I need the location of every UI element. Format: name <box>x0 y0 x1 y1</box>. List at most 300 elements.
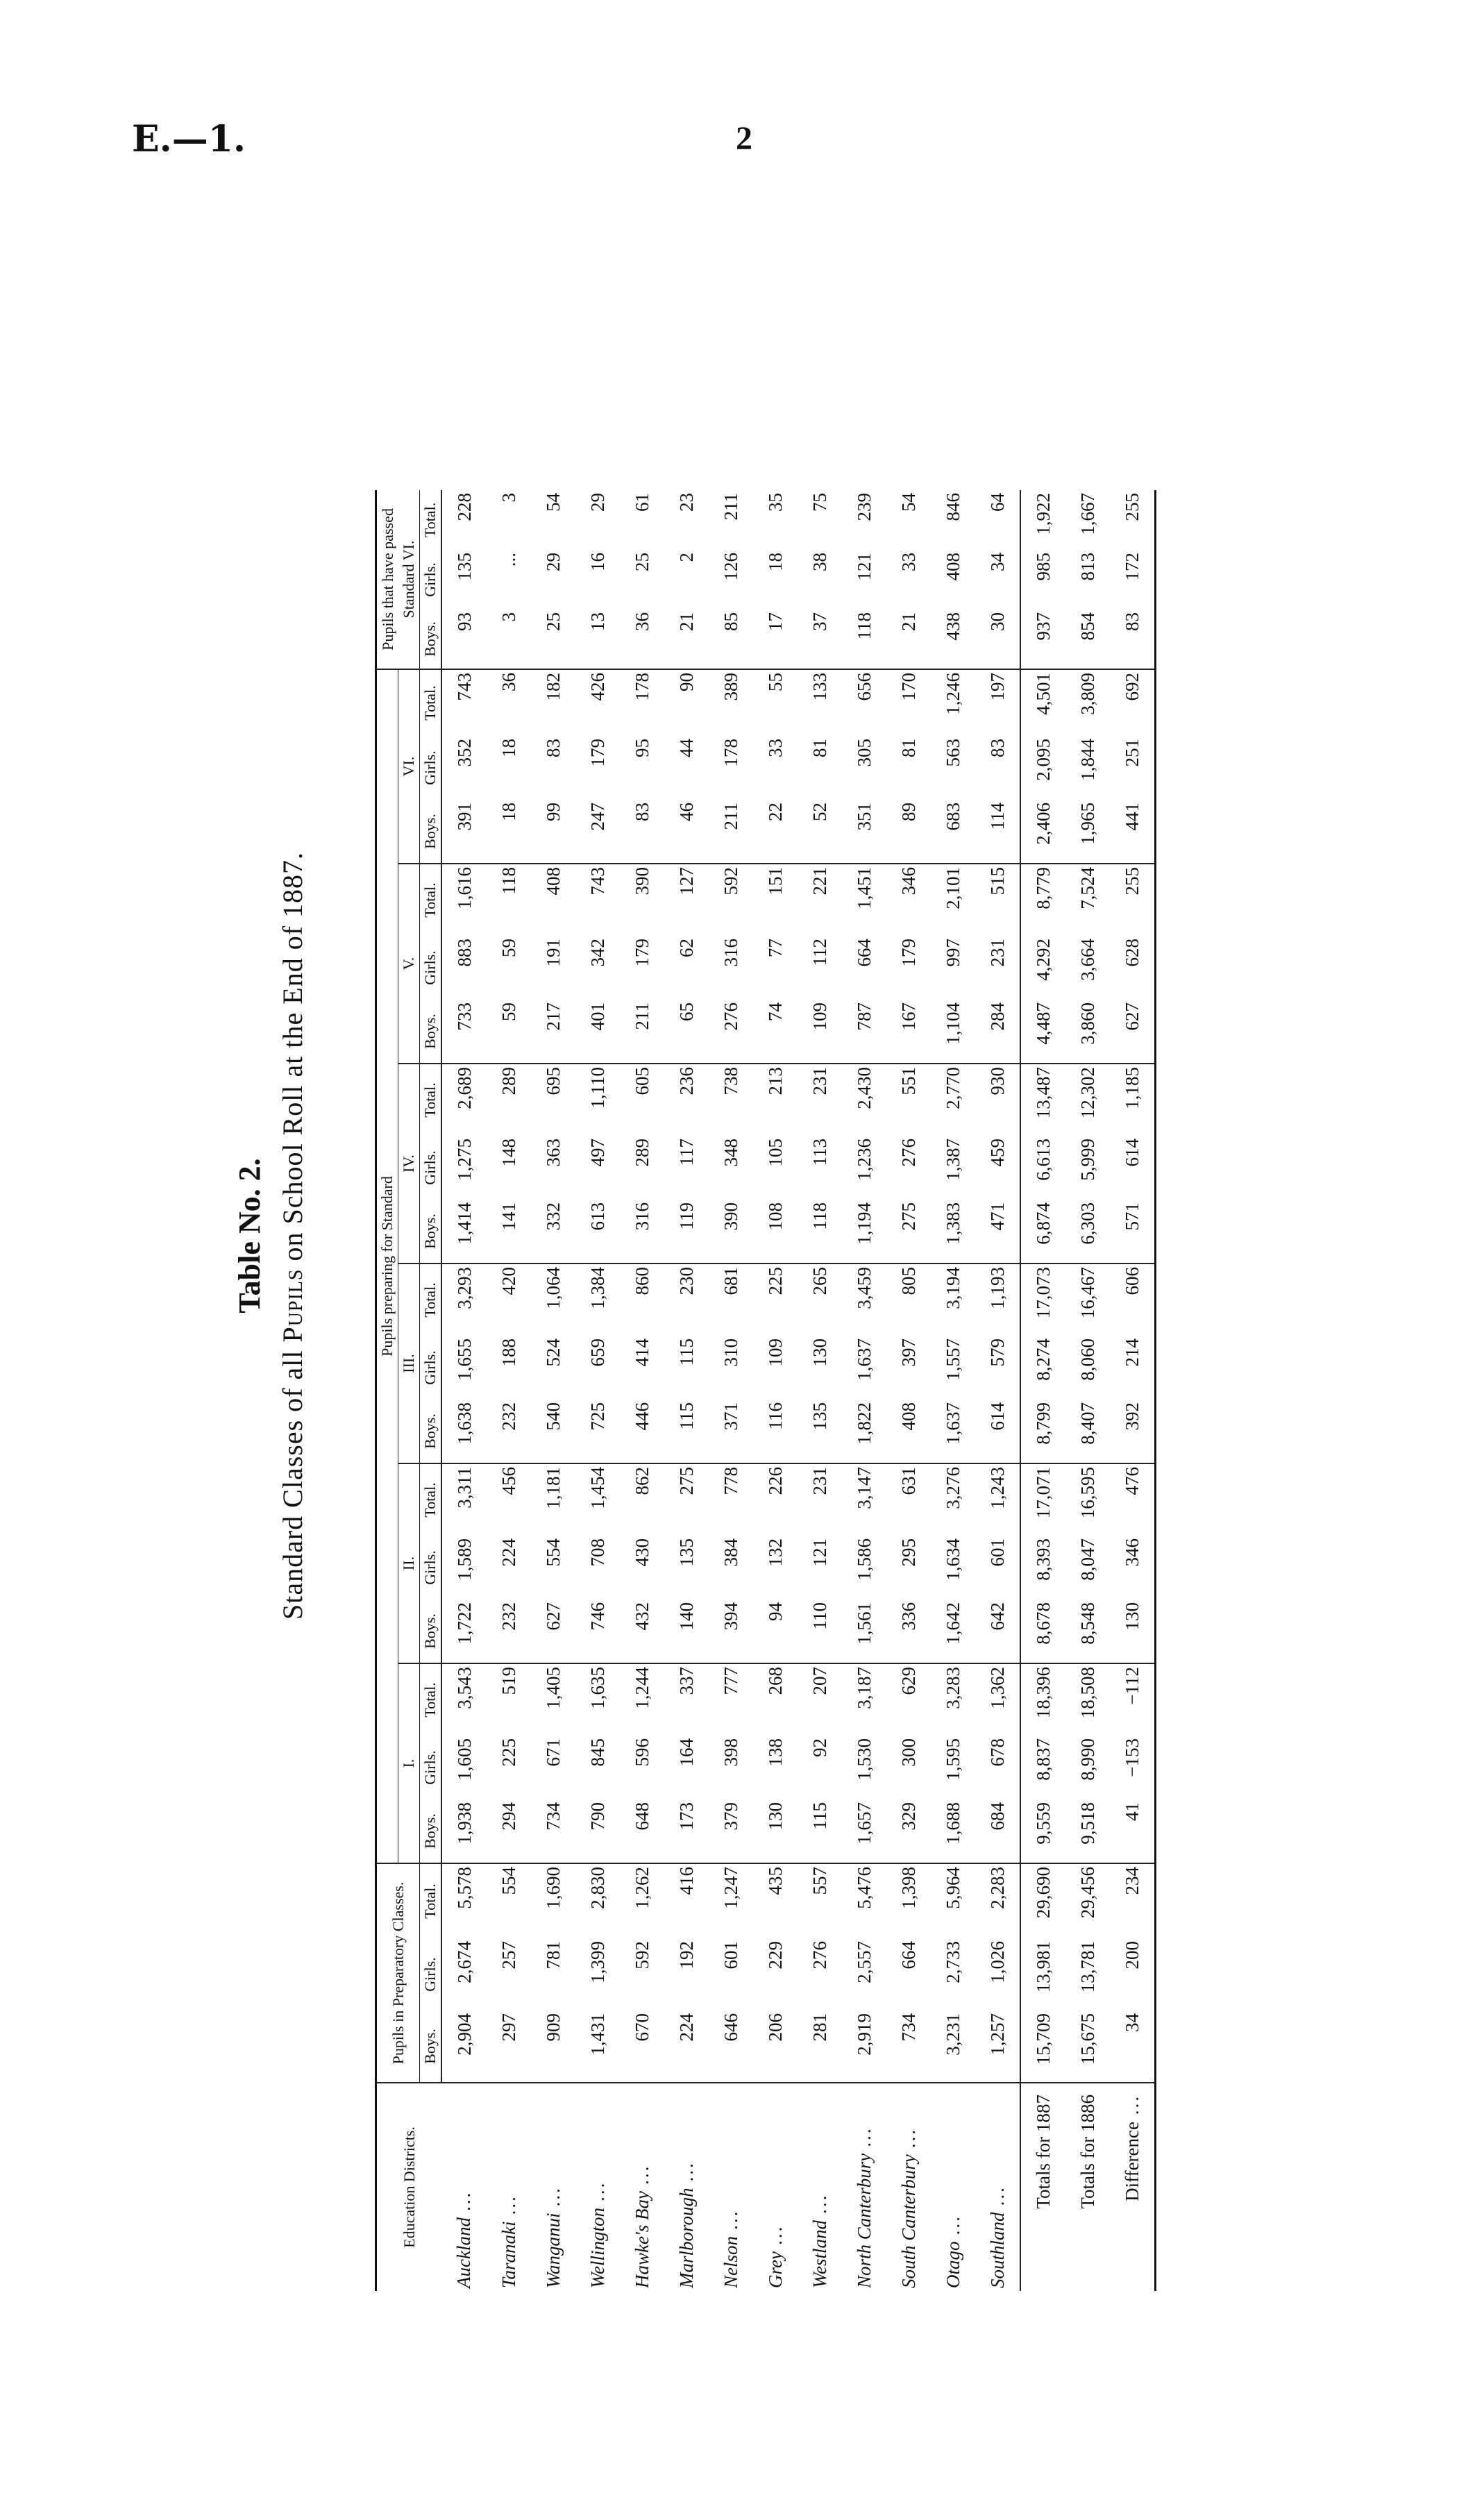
cell-value: 416 <box>664 1863 709 1938</box>
cell-value: 114 <box>986 803 1008 830</box>
table-row <box>531 490 575 2291</box>
cell-value: 8,047 <box>1077 1538 1098 1581</box>
cell-value: 276 <box>720 1002 741 1031</box>
cell-value: 29 <box>542 553 564 571</box>
cell-value: 846 <box>942 493 963 521</box>
cell-value: 232 <box>498 1602 519 1631</box>
cell-value: 284 <box>986 1002 1008 1031</box>
cell-value: 9,518 <box>1077 1802 1098 1845</box>
cell-value: 294 <box>498 1802 519 1831</box>
cell-value: 34 <box>986 553 1008 571</box>
district-name <box>931 2083 975 2291</box>
cell-value: 551 <box>886 1064 931 1136</box>
cell-value: 743 <box>441 669 487 736</box>
cell-value: 860 <box>620 1264 664 1336</box>
cell-value: 1,557 <box>942 1338 963 1381</box>
cell-value: 3,194 <box>931 1264 975 1336</box>
cell-value: 1,690 <box>531 1863 575 1938</box>
subtitle-smallcaps: Pupils <box>277 1268 308 1343</box>
cell-value: 692 <box>1110 669 1156 736</box>
cell-value: 1,844 <box>1077 739 1098 781</box>
cell-value: 778 <box>709 1463 753 1536</box>
cell-value: 3,664 <box>1077 939 1098 981</box>
cell-value: 23 <box>675 493 697 512</box>
cell-value: 4,487 <box>1020 1000 1065 1064</box>
cell-value: 1,193 <box>975 1264 1020 1336</box>
cell-value: 1,110 <box>575 1064 620 1136</box>
cell-value: 2,406 <box>1020 800 1065 864</box>
cell-value: 9,559 <box>1020 1799 1065 1863</box>
cell-value: 81 <box>897 739 919 757</box>
cell-value: 13 <box>587 612 608 631</box>
district-label: Grey <box>764 2251 786 2288</box>
cell-value: 15,709 <box>1020 2011 1065 2083</box>
subheader-girls: Girls. <box>420 1938 442 2011</box>
cell-value: −112 <box>1110 1663 1156 1736</box>
cell-value: 130 <box>809 1338 830 1367</box>
cell-value: 1,244 <box>620 1663 664 1736</box>
cell-value: 476 <box>1110 1463 1156 1536</box>
cell-value: 426 <box>575 669 620 736</box>
cell-value: 221 <box>798 864 842 936</box>
cell-value: 167 <box>897 1002 919 1031</box>
cell-value: 148 <box>498 1139 519 1167</box>
cell-value: 15,675 <box>1077 2013 1098 2065</box>
cell-value: 1,530 <box>853 1738 875 1781</box>
table-row <box>1020 490 1065 2291</box>
cell-value: 909 <box>542 2013 564 2042</box>
cell-value: 363 <box>542 1139 564 1167</box>
table-row <box>975 490 1020 2291</box>
cell-value: 8,274 <box>1020 1336 1065 1400</box>
cell-value: 126 <box>720 553 741 581</box>
cell-value: 115 <box>809 1802 830 1830</box>
subheader-total: Total. <box>420 1064 442 1136</box>
cell-value: 276 <box>897 1139 919 1167</box>
table-row <box>575 490 620 2291</box>
cell-value: 656 <box>842 669 886 736</box>
cell-value: 268 <box>753 1663 798 1736</box>
header-standard-iv: IV. <box>398 1064 420 1264</box>
cell-value: 200 <box>1110 1938 1156 2011</box>
cell-value: 394 <box>720 1602 741 1631</box>
cell-value: 247 <box>587 803 608 831</box>
cell-value: 33 <box>897 553 919 571</box>
cell-value: 5,476 <box>842 1863 886 1938</box>
cell-value: 725 <box>587 1402 608 1431</box>
cell-value: 83 <box>986 739 1008 757</box>
cell-value: 681 <box>709 1264 753 1336</box>
cell-value: 224 <box>498 1538 519 1567</box>
cell-value: 664 <box>853 939 875 967</box>
header-standard-i: I. <box>398 1663 420 1863</box>
cell-value: 119 <box>675 1202 697 1230</box>
header-standard-group: Pupils preparing for Standard <box>376 669 398 1863</box>
cell-value: 138 <box>764 1738 786 1767</box>
cell-value: 34 <box>1110 2011 1156 2083</box>
cell-value: 579 <box>986 1338 1008 1367</box>
leader-dots: ... <box>453 2190 474 2218</box>
cell-value: 777 <box>709 1663 753 1736</box>
cell-value: 734 <box>897 2013 919 2042</box>
cell-value: 392 <box>1110 1400 1156 1463</box>
cell-value: 1,431 <box>587 2013 608 2056</box>
cell-value: 239 <box>853 493 875 521</box>
cell-value: 671 <box>542 1738 564 1767</box>
cell-value: 1,194 <box>853 1202 875 1245</box>
district-name <box>975 2083 1020 2291</box>
cell-value: 1,634 <box>942 1538 963 1581</box>
cell-value: 401 <box>587 1002 608 1031</box>
cell-value: 332 <box>542 1202 564 1231</box>
cell-value: 191 <box>542 939 564 967</box>
cell-value: 13,487 <box>1020 1064 1065 1136</box>
cell-value: 5,964 <box>931 1863 975 1938</box>
cell-value: 854 <box>1077 612 1098 641</box>
cell-value: 197 <box>975 669 1020 736</box>
cell-value: 118 <box>853 612 875 640</box>
cell-value: 178 <box>620 669 664 736</box>
subheader-boys: Boys. <box>420 2011 442 2083</box>
cell-value: 1,688 <box>942 1802 963 1845</box>
cell-value: 164 <box>675 1738 697 1767</box>
document-code: E.—1. <box>132 118 246 160</box>
cell-value: 95 <box>631 739 652 757</box>
table-subtitle <box>272 181 314 2291</box>
cell-value: 228 <box>453 493 475 521</box>
cell-value: 132 <box>764 1538 786 1567</box>
cell-value: 1,655 <box>453 1338 475 1381</box>
header-districts: Education Districts. <box>376 2083 442 2291</box>
subheader-boys: Boys. <box>420 610 442 669</box>
table-row <box>441 490 487 2291</box>
cell-value: 390 <box>620 864 664 936</box>
district-label: South Canterbury <box>897 2154 919 2288</box>
cell-value: 1,822 <box>853 1402 875 1445</box>
cell-value: 414 <box>631 1338 652 1367</box>
cell-value: 883 <box>453 939 475 967</box>
table-row <box>620 490 664 2291</box>
cell-value: 601 <box>720 1941 741 1970</box>
cell-value: 289 <box>631 1139 652 1167</box>
cell-value: 2,101 <box>931 864 975 936</box>
cell-value: 8,407 <box>1077 1402 1098 1445</box>
cell-value: 8,060 <box>1077 1338 1098 1381</box>
table-title: Table No. 2. <box>233 1158 267 1313</box>
table-row <box>709 490 753 2291</box>
cell-value: 18,508 <box>1065 1663 1110 1736</box>
cell-value: 1,451 <box>842 864 886 936</box>
subheader-boys: Boys. <box>420 1000 442 1064</box>
cell-value: 390 <box>720 1202 741 1231</box>
cell-value: 182 <box>531 669 575 736</box>
cell-value: 3,147 <box>842 1463 886 1536</box>
cell-value: 1,595 <box>942 1738 963 1781</box>
cell-value: 1,384 <box>575 1264 620 1336</box>
header-standard-v: V. <box>398 864 420 1064</box>
cell-value: 118 <box>487 864 531 936</box>
cell-value: 127 <box>664 864 709 936</box>
cell-value: 1,938 <box>453 1802 475 1845</box>
district-name <box>798 2083 842 2291</box>
subheader-total: Total. <box>420 669 442 736</box>
cell-value: 188 <box>498 1338 519 1367</box>
cell-value: 2,904 <box>453 2013 475 2056</box>
cell-value: 41 <box>1110 1799 1156 1863</box>
leader-dots: ... <box>498 2194 519 2222</box>
subheader-boys: Boys. <box>420 1200 442 1264</box>
cell-value: 93 <box>453 612 475 631</box>
cell-value: 664 <box>897 1941 919 1970</box>
cell-value: 105 <box>764 1139 786 1167</box>
district-name <box>886 2083 931 2291</box>
cell-value: 81 <box>809 739 830 757</box>
cell-value: 16,595 <box>1065 1463 1110 1536</box>
cell-value: 275 <box>897 1202 919 1231</box>
cell-value: 229 <box>764 1941 786 1970</box>
cell-value: 92 <box>809 1738 830 1757</box>
district-name <box>575 2083 620 2291</box>
subheader-total: Total. <box>420 1663 442 1736</box>
cell-value: 2,430 <box>842 1064 886 1136</box>
cell-value: 1,247 <box>709 1863 753 1938</box>
cell-value: 2,919 <box>853 2013 875 2056</box>
cell-value: 695 <box>531 1064 575 1136</box>
cell-value: 13,781 <box>1077 1941 1098 1993</box>
cell-value: 230 <box>664 1264 709 1336</box>
cell-value: 55 <box>753 669 798 736</box>
subheader-row <box>420 490 442 2291</box>
cell-value: 408 <box>942 553 963 581</box>
subheader-total: Total. <box>420 1264 442 1336</box>
cell-value: 74 <box>764 1002 786 1021</box>
cell-value: 179 <box>631 939 652 967</box>
cell-value: 1,657 <box>853 1802 875 1845</box>
table-row <box>1065 490 1110 2291</box>
cell-value: 251 <box>1110 736 1156 800</box>
cell-value: 2,557 <box>853 1941 875 1983</box>
cell-value: 12,302 <box>1065 1064 1110 1136</box>
cell-value: 75 <box>809 493 830 512</box>
cell-value: 627 <box>1110 1000 1156 1064</box>
cell-value: 398 <box>720 1738 741 1767</box>
cell-value: 316 <box>631 1202 652 1231</box>
cell-value: 109 <box>764 1338 786 1367</box>
district-label: Southland <box>986 2212 1008 2288</box>
cell-value: 18 <box>764 553 786 571</box>
cell-value: 391 <box>453 803 475 831</box>
cell-value: 1,399 <box>587 1941 608 1983</box>
cell-value: 83 <box>1110 610 1156 669</box>
cell-value: 1,262 <box>620 1863 664 1938</box>
cell-value: 115 <box>675 1338 697 1366</box>
cell-value: 6,613 <box>1020 1136 1065 1200</box>
cell-value: 6,874 <box>1020 1200 1065 1264</box>
cell-value: 206 <box>764 2013 786 2042</box>
table-row <box>664 490 709 2291</box>
district-name <box>1020 2083 1065 2291</box>
table-row <box>487 490 531 2291</box>
cell-value: 346 <box>1110 1536 1156 1600</box>
subheader-total: Total. <box>420 490 442 550</box>
district-label: Nelson <box>720 2235 741 2288</box>
cell-value: 211 <box>720 803 741 830</box>
cell-value: 211 <box>631 1002 652 1030</box>
cell-value: 178 <box>720 739 741 767</box>
cell-value: 2,733 <box>942 1941 963 1983</box>
subheader-total: Total. <box>420 1863 442 1938</box>
cell-value: 173 <box>675 1802 697 1831</box>
cell-value: 389 <box>709 669 753 736</box>
district-label: Marlborough <box>675 2188 697 2288</box>
cell-value: 596 <box>631 1738 652 1767</box>
cell-value: 563 <box>942 739 963 767</box>
cell-value: 8,837 <box>1020 1736 1065 1799</box>
cell-value: 1,586 <box>853 1538 875 1581</box>
cell-value: 3,459 <box>842 1264 886 1336</box>
cell-value: 5,999 <box>1077 1139 1098 1181</box>
leader-dots: ... <box>675 2160 697 2188</box>
subheader-girls: Girls. <box>420 1736 442 1799</box>
cell-value: 5,578 <box>441 1863 487 1938</box>
district-label: Hawke's Bay <box>631 2191 652 2288</box>
district-name <box>664 2083 709 2291</box>
leader-dots: ... <box>587 2180 608 2208</box>
table-row <box>798 490 842 2291</box>
cell-value: 606 <box>1110 1264 1156 1336</box>
cell-value: 231 <box>798 1064 842 1136</box>
cell-value: 420 <box>487 1264 531 1336</box>
cell-value: 397 <box>897 1338 919 1367</box>
cell-value: 738 <box>709 1064 753 1136</box>
leader-dots: ... <box>1121 2095 1142 2122</box>
cell-value: 1,642 <box>942 1602 963 1645</box>
cell-value: 435 <box>753 1863 798 1938</box>
cell-value: 8,799 <box>1020 1400 1065 1463</box>
subheader-girls: Girls. <box>420 936 442 1000</box>
cell-value: 276 <box>809 1941 830 1970</box>
subheader-girls: Girls. <box>420 736 442 800</box>
cell-value: 62 <box>675 939 697 957</box>
cell-value: 316 <box>720 939 741 967</box>
cell-value: 64 <box>986 493 1008 512</box>
district-label: Otago <box>942 2241 963 2288</box>
district-name <box>441 2083 487 2291</box>
cell-value: 59 <box>498 939 519 957</box>
cell-value: 1,246 <box>931 669 975 736</box>
header-preparatory: Pupils in Preparatory Classes. <box>376 1863 420 2083</box>
cell-value: 1,064 <box>531 1264 575 1336</box>
cell-value: 813 <box>1077 553 1098 581</box>
cell-value: 172 <box>1110 550 1156 610</box>
cell-value: 3,809 <box>1065 669 1110 736</box>
cell-value: 2,674 <box>453 1941 475 1983</box>
table-body <box>441 490 1156 2291</box>
cell-value: 592 <box>631 1941 652 1970</box>
cell-value: 684 <box>986 1802 1008 1831</box>
cell-value: 3,283 <box>931 1663 975 1736</box>
district-label: Totals for 1887 <box>1032 2095 1054 2209</box>
cell-value: 441 <box>1110 800 1156 864</box>
cell-value: 342 <box>587 939 608 967</box>
cell-value: 17,073 <box>1020 1264 1065 1336</box>
cell-value: 281 <box>809 2013 830 2042</box>
subheader-boys: Boys. <box>420 1799 442 1863</box>
cell-value: 557 <box>798 1863 842 1938</box>
cell-value: 3,231 <box>942 2013 963 2056</box>
cell-value: 371 <box>720 1402 741 1431</box>
cell-value: 3,311 <box>441 1463 487 1536</box>
district-name <box>709 2083 753 2291</box>
cell-value: 8,548 <box>1077 1602 1098 1645</box>
cell-value: 310 <box>720 1338 741 1367</box>
cell-value: 1,243 <box>975 1463 1020 1536</box>
cell-value: 17,071 <box>1020 1463 1065 1536</box>
cell-value: 6,303 <box>1077 1202 1098 1245</box>
cell-value: 997 <box>942 939 963 967</box>
cell-value: 329 <box>897 1802 919 1831</box>
cell-value: 135 <box>675 1538 697 1567</box>
cell-value: 4,501 <box>1020 669 1065 736</box>
leader-dots: ... <box>942 2214 963 2242</box>
subtitle-post: on School Roll at the End of 1887. <box>277 851 308 1269</box>
subheader-boys: Boys. <box>420 800 442 864</box>
cell-value: 1,185 <box>1110 1064 1156 1136</box>
cell-value: 54 <box>897 493 919 512</box>
cell-value: 540 <box>542 1402 564 1431</box>
cell-value: 54 <box>542 493 564 512</box>
cell-value: 2,283 <box>975 1863 1020 1938</box>
cell-value: 678 <box>986 1738 1008 1767</box>
cell-value: 1,638 <box>453 1402 475 1445</box>
cell-value: 21 <box>675 612 697 631</box>
cell-value: 519 <box>487 1663 531 1736</box>
cell-value: 18 <box>498 739 519 757</box>
cell-value: 36 <box>631 612 652 631</box>
cell-value: 1,667 <box>1077 493 1098 535</box>
cell-value: 631 <box>886 1463 931 1536</box>
cell-value: 83 <box>631 803 652 821</box>
cell-value: 13,981 <box>1020 1938 1065 2011</box>
cell-value: 16,467 <box>1065 1264 1110 1336</box>
cell-value: 438 <box>942 612 963 641</box>
cell-value: 1,104 <box>942 1002 963 1045</box>
cell-value: 89 <box>897 803 919 821</box>
leader-dots: ... <box>986 2185 1008 2213</box>
cell-value: 1,561 <box>853 1602 875 1645</box>
cell-value: 29,690 <box>1020 1863 1065 1938</box>
cell-value: 4,292 <box>1020 936 1065 1000</box>
cell-value: 17 <box>764 612 786 631</box>
cell-value: 25 <box>631 553 652 571</box>
cell-value: 1,722 <box>453 1602 475 1645</box>
subheader-boys: Boys. <box>420 1600 442 1663</box>
cell-value: 708 <box>587 1538 608 1567</box>
cell-value: 2,830 <box>575 1863 620 1938</box>
cell-value: 44 <box>675 739 697 757</box>
cell-value: 408 <box>897 1402 919 1431</box>
cell-value: 1,414 <box>453 1202 475 1245</box>
cell-value: 614 <box>986 1402 1008 1431</box>
cell-value: 297 <box>498 2013 519 2042</box>
leader-dots: ... <box>853 2126 875 2154</box>
cell-value: 83 <box>542 739 564 757</box>
cell-value: 117 <box>675 1139 697 1166</box>
cell-value: 213 <box>753 1064 798 1136</box>
cell-value: 628 <box>1110 936 1156 1000</box>
cell-value: 110 <box>809 1602 830 1630</box>
cell-value: 348 <box>720 1139 741 1167</box>
